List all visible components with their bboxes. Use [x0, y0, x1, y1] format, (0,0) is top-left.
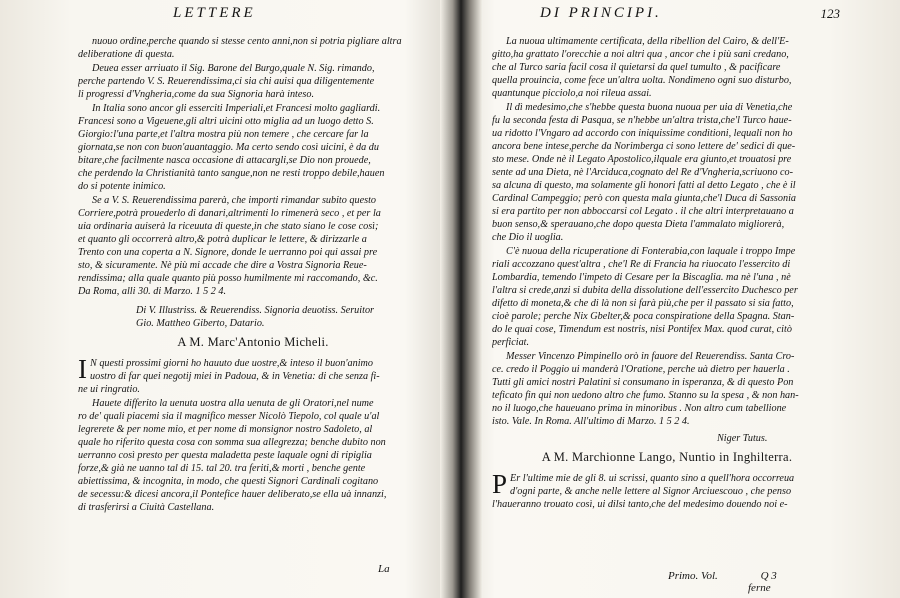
- text-line: uostro di far quei negotij miei in Padoua, & in Venetia: di che senza fi-: [90, 371, 380, 382]
- letter-heading: A M. Marc'Antonio Micheli.: [177, 335, 329, 349]
- text-line: deliberatione di questa.: [78, 49, 175, 60]
- text-line: C'è nuoua della ricuperatione di Fonterabia,con laquale i troppo Impe: [506, 246, 796, 257]
- text-line: Lombardia, temendo l'impeto di Cesare per la Biscaglia. ma nè l'una , nè: [492, 272, 791, 283]
- signature-mark: [668, 570, 842, 594]
- paragraph: [492, 245, 842, 349]
- left-body-text: [78, 34, 428, 514]
- text-line: bitare,che facilmente nasca occasione di attacargli,se Dio non prouede,: [78, 155, 371, 166]
- text-line: do si potente inimico.: [78, 181, 166, 192]
- text-line: perche partendo V. S. Reuerendissima,ci sia chi auisi qua diligentemente: [78, 76, 375, 87]
- paragraph: [78, 194, 428, 298]
- text-line: sente ad una Dieta, nè l'Arciduca,cognato del Re d'Vngheria,scriuono co-: [492, 167, 794, 178]
- text-line: Er l'ultime mie de gli 8. ui scrissi, quanto sino a quell'hora occorreua: [510, 473, 795, 484]
- text-line: che al Turco saria facil cosa il quietarsi da quel tumulto , & pacificare: [492, 62, 781, 73]
- text-line: Se a V. S. Reuerendissima parerà, che importi rimandar subito questo: [92, 195, 377, 206]
- text-line: forze,& già ne uanno tal di 15. tal 20. tra feriti,& morti , benche gente: [78, 463, 366, 474]
- text-line: sto mese. Onde nè il Legato Apostolico,ilquale era giunto,et trouatosi pre: [492, 154, 792, 165]
- text-line: che perdendo la Christianità tanto sangue,non ne resti troppo debile,hauen: [78, 168, 385, 179]
- paragraph: [78, 35, 428, 61]
- text-line: uia ordinaria auiserà la riceuuta di queste,in che stato siano le cose così;: [78, 221, 379, 232]
- text-line: quale ho riferito questa cosa con somma sua allegrezza; benche dubito non: [78, 437, 386, 448]
- text-line: legrerete & per nome mio, et per nome di monsignor nostro Sadoleto, al: [78, 424, 373, 435]
- text-line: riali accozzano quest'altra , che'l Re di Francia ha riuocato l'essercito di: [492, 259, 791, 270]
- left-page: [78, 0, 428, 598]
- right-page: [492, 0, 842, 598]
- text-line: uerranno così presto per questa maladetta peste laquale ogni di ripiglia: [78, 450, 372, 461]
- letter-heading: A M. Marchionne Lango, Nuntio in Inghilterra.: [541, 450, 793, 464]
- text-line: Messer Vincenzo Pimpinello orò in fauore del Reuerendiss. Santa Cro-: [506, 351, 795, 362]
- text-line: quella prouincia, come fece un'altra uolta. Nondimeno ogni suo disturbo,: [492, 75, 792, 86]
- paragraph: [492, 101, 842, 244]
- letter-signature: Niger Tutus.: [717, 433, 768, 444]
- text-line: li progressi d'Vngheria,come da sua Signoria harà inteso.: [78, 89, 315, 100]
- text-line: l'haueranno trouato così, ui dilsi tanto,che del medesimo douendo noi e-: [492, 499, 788, 510]
- text-line: Giorgio:l'una parte,et l'altra mostra più non temere , che cercare far la: [78, 129, 369, 140]
- text-line: Corriere,potrà prouederlo di danari,altrimenti lo rimenerà seco , et per la: [78, 208, 381, 219]
- page-number: 123: [820, 6, 840, 21]
- paragraph: [78, 354, 428, 396]
- text-line: Cardinal Campeggio; però con questa mala giunta,che'l Duca di Sassonia: [492, 193, 797, 204]
- text-line: Da Roma, alli 30. di Marzo. 1 5 2 4.: [78, 286, 227, 297]
- text-line: N questi prossimi giorni ho hauuto due uostre,& inteso il buon'animo: [90, 358, 374, 369]
- paragraph: [492, 469, 842, 511]
- text-line: quantunque picciolo,a noi rileua assai.: [492, 88, 652, 99]
- paragraph: [492, 350, 842, 428]
- text-line: no il luogo,che haueuano prima in minoribus . Non altro cum tabellione: [492, 403, 787, 414]
- text-line: difetto di moneta,& che di là non si farà più,che per il passato si sia fatto,: [492, 298, 794, 309]
- right-running-header: DI PRINCIPI.: [540, 5, 662, 21]
- text-line: ce. credo il Poggio ui manderà l'Oratione, perche uà dietro per hauerla .: [492, 364, 790, 375]
- quire-mark: Q 3: [760, 570, 777, 582]
- text-line: fu la seconda festa di Pasqua, se n'hebbe un'altra trista,che'l Turco haue-: [492, 115, 792, 126]
- text-line: teficato fin qui non uedono altro che fumo. Stanno su la spesa , & non han-: [492, 390, 799, 401]
- letter-signature: [78, 304, 428, 330]
- signature-line: Di V. Illustriss. & Reuerendiss. Signoria deuotiss. Seruitor: [136, 305, 374, 316]
- text-line: Francesi sono a Vigeuene,gli altri uicini otto miglia ad un luogo detto S.: [78, 116, 374, 127]
- text-line: ne ui ringratio.: [78, 384, 140, 395]
- text-line: ro de' quali piacemi sia il magnifico messer Nicolò Tiepolo, col quale u'al: [78, 411, 380, 422]
- text-line: do le quai cose, Timendum est nostris, nisi Pontifex Max. quod curat, citò: [492, 324, 792, 335]
- text-line: sa alcuna di questo, ma solamente gli honori fatti al detto Legato , che è il: [492, 180, 796, 191]
- text-line: et quanto gli occorrerà altro,& potrà duplicar le lettere, & dirizzarle a: [78, 234, 367, 245]
- left-running-header: LETTERE: [173, 5, 256, 21]
- text-line: si era partito per non abboccarsi col Legato . il che altri interpretauano a: [492, 206, 794, 217]
- text-line: Tutti gli amici nostri Palatini si consumano in isperanza, & di questo Pon: [492, 377, 794, 388]
- paragraph: [78, 102, 428, 193]
- left-catchword: La: [378, 563, 390, 575]
- text-line: che Dio il uoglia.: [492, 232, 564, 243]
- text-line: nuouo ordine,perche quando si stesse cento anni,non si potria pigliare altra: [92, 36, 402, 47]
- signature-label: Primo. Vol.: [668, 570, 718, 582]
- text-line: giornata,se non con buon'auantaggio. Ma certo sendo così uicini, è da du: [78, 142, 379, 153]
- text-line: perficiat.: [492, 337, 530, 348]
- text-line: La nuoua ultimamente certificata, della ribellion del Cairo, & dell'E-: [506, 36, 789, 47]
- book-gutter: [440, 0, 482, 598]
- text-line: de secessu:& dicesi ancora,il Pontefice hauer deliberato,se ella uà innanzi,: [78, 489, 387, 500]
- drop-capital: P: [492, 469, 508, 499]
- drop-capital: I: [78, 354, 87, 384]
- paragraph: [78, 62, 428, 101]
- right-body-text: [492, 34, 842, 511]
- text-line: Trento con una coperta a N. Signore, donde le uerranno poi qui assai pre: [78, 247, 378, 258]
- text-line: gitto,ha grattato l'orecchie a noi altri qua , ancor che i più sani credano,: [492, 49, 789, 60]
- text-line: d'ogni parte, & anche nelle lettere al Signor Arciuescouo , che penso: [510, 486, 792, 497]
- paragraph: [78, 397, 428, 514]
- text-line: sto, & sicuramente. Nè più mi accade che dire a Vostra Signoria Reue-: [78, 260, 367, 271]
- text-line: l'altra si crede,anzi si dubita della dissolutione dell'essercito Duchesco per: [492, 285, 798, 296]
- text-line: buon senso,& sperauano,che dopo questa Dieta l'ammalato migliorerà,: [492, 219, 785, 230]
- text-line: Il dì medesimo,che s'hebbe questa buona nuoua per uia di Venetia,che: [506, 102, 793, 113]
- text-line: In Italia sono ancor gli esserciti Imperiali,et Francesi molto gagliardi.: [92, 103, 381, 114]
- text-line: cioè parole; perche Nix Gbelter,& poca conspiratione della Spagna. Stan-: [492, 311, 795, 322]
- text-line: Hauete differito la uenuta uostra alla uenuta de gli Oratori,nel nume: [92, 398, 374, 409]
- paragraph: [492, 35, 842, 100]
- text-line: ancora bene intese,perche da Norimberga ci sono lettere de' sedici di que-: [492, 141, 796, 152]
- text-line: isto. Vale. In Roma. All'ultimo di Marzo. 1 5 2 4.: [492, 416, 690, 427]
- signature-line: Gio. Mattheo Giberto, Datario.: [136, 318, 265, 329]
- text-line: Deuea esser arriuato il Sig. Barone del Burgo,quale N. Sig. rimando,: [92, 63, 375, 74]
- text-line: ua ridotto l'Vngaro ad accordo con iniquissime conditioni, lequali non ho: [492, 128, 793, 139]
- text-line: di trasferirsi a Ciuità Castellana.: [78, 502, 215, 513]
- catchword: ferne: [748, 582, 771, 594]
- text-line: rendissima; alla quale quanto più posso humilmente mi raccomando, &c.: [78, 273, 378, 284]
- text-line: abiettissima, & incognita, in modo, che questi Signori Cardinali cogitano: [78, 476, 379, 487]
